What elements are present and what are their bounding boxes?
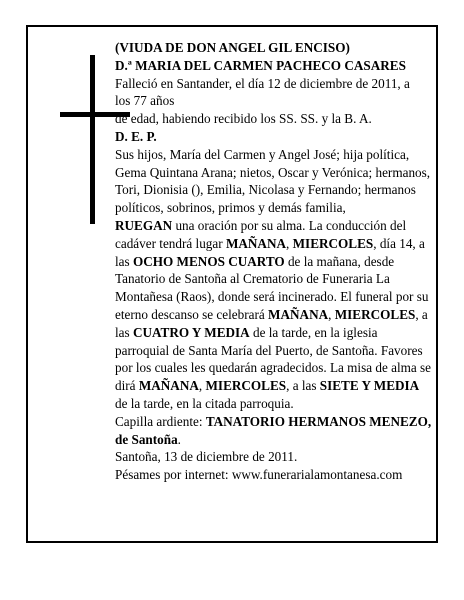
ceremony-text-9: , a las [286,378,320,394]
obituary-frame [26,25,438,543]
ceremony-text-8: , [198,378,206,394]
family-paragraph: Sus hijos, María del Carmen y Angel José; hija política, Gema Quintana Arana; nietos, Oscar y Verónica; hermanos, Tori, Dionisia (), Emilia, Nicolasa y Fernando; hermanos políticos, sobrinos, primos y demás familia, [115,146,431,216]
ceremony-text-6: , a las [115,306,428,340]
place-date-line: Santoña, 13 de diciembre de 2011. [115,449,298,465]
widow-of-line [115,39,433,57]
death-line-1: Falleció en Santander, el día 12 de diciembre de 2011, a [115,75,410,91]
manana-1: MAÑANA [225,235,287,251]
ceremony-text-1: una oración por su alma. La conducción del cadáver tendrá lugar [115,217,407,251]
miercoles-3: MIERCOLES [205,378,287,394]
obituary-text [115,39,433,484]
ceremony-text-3: , día 14, a las [115,235,425,269]
deceased-name: D.ª MARIA DEL CARMEN PACHECO CASARES [115,57,406,73]
death-line-2: los 77 años [115,93,175,109]
manana-2: MAÑANA [268,306,329,322]
chapel-line [115,413,433,449]
deceased-name-line [115,57,433,75]
chapel-name: TANATORIO HERMANOS MENEZO, de Santoña [115,413,432,447]
ceremony-text-7: de la tarde, en la iglesia parroquial de Santa María del Puerto, de Santoña. Favores por los cuales les quedarán agradecidos. La misa de alma se dirá [115,324,432,394]
widow-of: (VIUDA DE DON ANGEL GIL ENCISO) [115,40,350,55]
ceremony-text-4: de la mañana, desde Tanatorio de Santoña al Crematorio de Funeraria La Montañesa (Raos), donde será incinerado. El funeral por su eterno descanso se celebrará [115,253,429,322]
dep: D. E. P. [115,128,157,144]
manana-3: MAÑANA [138,378,199,394]
ruegan: RUEGAN [115,217,173,233]
dep-line [115,128,433,146]
chapel-label: Capilla ardiente: [115,413,206,429]
siete-y-media: SIETE Y MEDIA [319,378,420,394]
ceremony-text-10: de la tarde, en la citada parroquia. [115,395,294,411]
cuatro-y-media: CUATRO Y MEDIA [132,324,250,340]
condolences-line: Pésames por internet: www.funerarialamontanesa.com [115,467,403,483]
cross-vertical-bar [90,55,95,224]
ceremony-text-2: , [286,235,293,251]
miercoles-1: MIERCOLES [292,235,374,251]
miercoles-2: MIERCOLES [334,306,416,322]
ceremony-paragraph [115,217,433,413]
chapel-end: . [177,431,181,447]
ocho-menos-cuarto: OCHO MENOS CUARTO [132,253,285,269]
ceremony-text-5: , [328,306,335,322]
sacraments-line: de edad, habiendo recibido los SS. SS. y la B. A. [115,111,372,127]
